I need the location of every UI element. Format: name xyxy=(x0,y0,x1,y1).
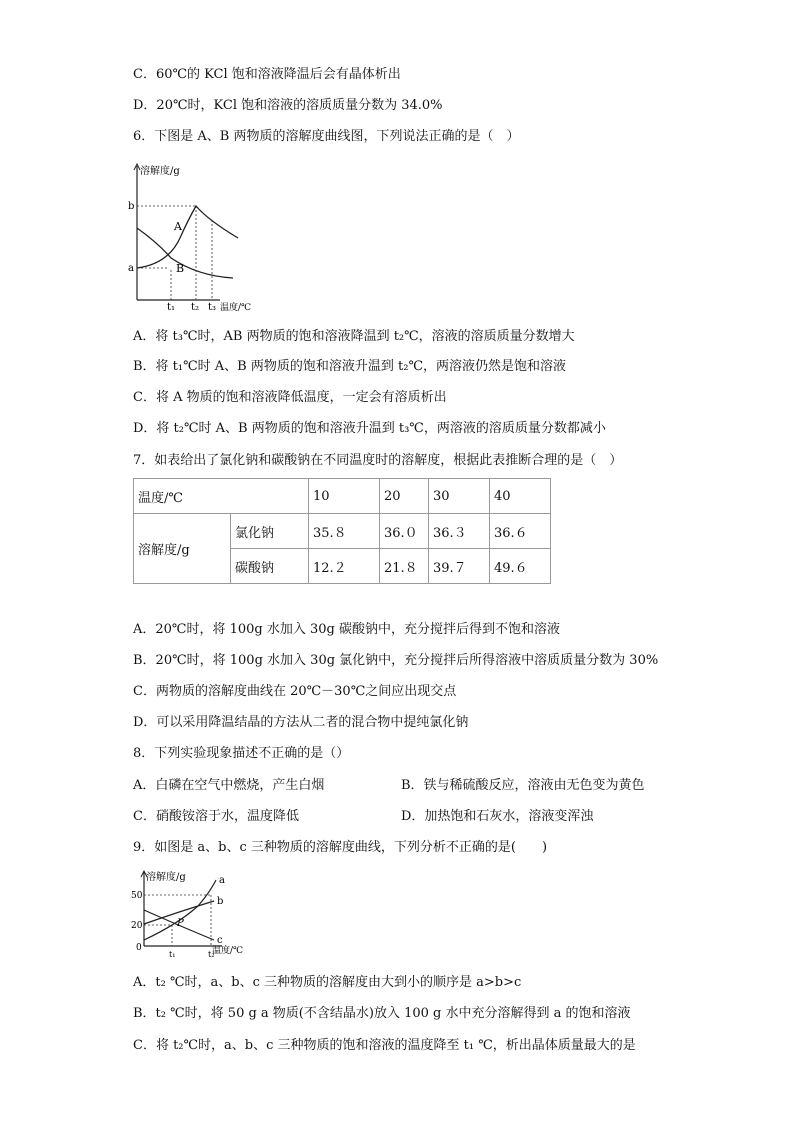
q9-option-c: C．将 t₂℃时，a、b、c 三种物质的饱和溶液的温度降至 t₁ ℃，析出晶体质量最大的是 xyxy=(133,1038,636,1053)
q7-cell: 12.２ xyxy=(309,549,380,584)
q9-y-tick-50: 50 xyxy=(131,891,143,901)
q7-temp-header: 温度/℃ xyxy=(134,479,309,514)
q6-x-tick-t2: t₂ xyxy=(191,302,200,313)
q9-x-label: 温度/℃ xyxy=(212,946,244,956)
q7-cell: 36.６ xyxy=(490,514,551,549)
q9-curve-a xyxy=(144,880,216,940)
q9-solubility-chart xyxy=(128,868,253,960)
q5-option-c: C．60℃的 KCl 饱和溶液降温后会有晶体析出 xyxy=(133,67,401,82)
q7-option-b: B．20℃时，将 100g 水加入 30g 氯化钠中，充分搅拌后所得溶液中溶质质量分数为 30% xyxy=(133,653,659,668)
q7-stem: 7．如表给出了氯化钠和碳酸钠在不同温度时的溶解度，根据此表推断合理的是（ ） xyxy=(133,453,623,468)
q6-y-label: 溶解度/g xyxy=(140,166,180,177)
q7-row-name-nacl: 氯化钠 xyxy=(231,514,309,549)
q9-x-tick-t2: t₂ xyxy=(208,950,215,959)
q6-curve-label-b: B xyxy=(176,262,185,275)
q6-curve-b xyxy=(137,228,233,278)
q7-cell: 21.８ xyxy=(380,549,429,584)
q8-option-d: D．加热饱和石灰水，溶液变浑浊 xyxy=(401,809,594,824)
q7-cell: 39.７ xyxy=(429,549,490,584)
q9-y-tick-0: 0 xyxy=(136,943,142,953)
q6-x-tick-t1: t₁ xyxy=(167,302,176,313)
q8-stem: 8．下列实验现象描述不正确的是（） xyxy=(133,746,350,761)
q8-option-b: B．铁与稀硫酸反应，溶液由无色变为黄色 xyxy=(401,778,645,793)
table-row xyxy=(134,514,551,549)
q6-solubility-chart xyxy=(128,158,258,316)
q9-curve-label-b: b xyxy=(217,896,224,907)
q9-stem: 9．如图是 a、b、c 三种物质的溶解度曲线，下列分析不正确的是( ) xyxy=(133,840,548,855)
q9-point-p: P xyxy=(177,918,184,929)
q8-option-a: A．白磷在空气中燃烧，产生白烟 xyxy=(133,778,325,793)
q7-option-c: C．两物质的溶解度曲线在 20℃－30℃之间应出现交点 xyxy=(133,684,457,699)
q7-temp-30: 30 xyxy=(429,479,490,514)
q6-curve-label-a: A xyxy=(174,220,182,233)
q6-option-c: C．将 A 物质的饱和溶液降低温度，一定会有溶质析出 xyxy=(133,390,447,405)
q9-option-b: B．t₂ ℃时，将 50 g a 物质(不含结晶水)放入 100 g 水中充分溶解得到 a 的饱和溶液 xyxy=(133,1006,631,1021)
q7-solubility-header: 溶解度/g xyxy=(134,514,231,584)
q6-y-tick-a: a xyxy=(128,263,134,274)
q6-option-b: B．将 t₁℃时 A、B 两物质的饱和溶液升温到 t₂℃，两溶液仍然是饱和溶液 xyxy=(133,359,566,374)
q6-y-tick-b: b xyxy=(128,201,135,212)
q7-cell: 36.３ xyxy=(429,514,490,549)
q9-option-a: A．t₂ ℃时，a、b、c 三种物质的溶解度由大到小的顺序是 a>b>c xyxy=(133,975,522,990)
q7-row-name-na2co3: 碳酸钠 xyxy=(231,549,309,584)
q7-solubility-table xyxy=(133,478,551,584)
q6-stem: 6．下图是 A、B 两物质的溶解度曲线图，下列说法正确的是（ ） xyxy=(133,129,520,144)
q7-cell: 49.６ xyxy=(490,549,551,584)
q6-option-a: A．将 t₃℃时，AB 两物质的饱和溶液降温到 t₂℃，溶液的溶质质量分数增大 xyxy=(133,329,575,344)
q9-x-tick-t1: t₁ xyxy=(169,950,176,959)
q6-option-d: D．将 t₂℃时 A、B 两物质的饱和溶液升温到 t₃℃，两溶液的溶质质量分数都减小 xyxy=(133,421,606,436)
q7-temp-20: 20 xyxy=(380,479,429,514)
q6-x-tick-t3: t₃ xyxy=(208,302,217,313)
q9-curve-label-a: a xyxy=(219,875,225,886)
q9-y-tick-20: 20 xyxy=(131,921,143,931)
q9-y-label: 溶解度/g xyxy=(146,872,186,883)
q7-cell: 36.０ xyxy=(380,514,429,549)
q9-curve-label-c: c xyxy=(217,935,223,946)
q8-option-c: C．硝酸铵溶于水，温度降低 xyxy=(133,809,299,824)
table-row xyxy=(134,479,551,514)
q7-cell: 35.８ xyxy=(309,514,380,549)
q7-option-d: D．可以采用降温结晶的方法从二者的混合物中提纯氯化钠 xyxy=(133,715,469,730)
q6-curve-a xyxy=(137,206,238,268)
q6-x-label: 温度/℃ xyxy=(220,303,252,313)
q7-temp-40: 40 xyxy=(490,479,551,514)
q5-option-d: D．20℃时，KCl 饱和溶液的溶质质量分数为 34.0% xyxy=(133,98,443,113)
q7-option-a: A．20℃时，将 100g 水加入 30g 碳酸钠中，充分搅拌后得到不饱和溶液 xyxy=(133,622,561,637)
q7-temp-10: 10 xyxy=(309,479,380,514)
